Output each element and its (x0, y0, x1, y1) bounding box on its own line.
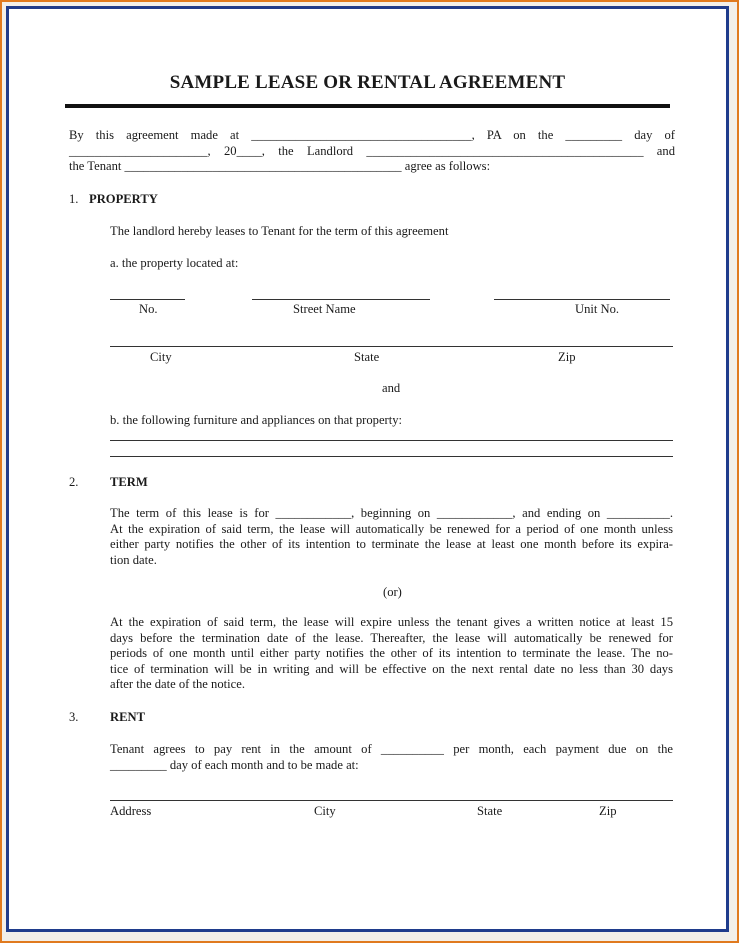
field-line-unit (494, 299, 670, 300)
field-label-state: State (354, 350, 380, 364)
field-label-address: Address (110, 804, 152, 818)
section-2-number: 2. (69, 475, 79, 489)
field-label-street: Street Name (293, 302, 356, 316)
field-label-no: No. (139, 302, 158, 316)
section-3-number: 3. (69, 710, 79, 724)
term-p1-line-3: either party notifies the other of its intention to terminate the lease at least one month before its expira- (110, 537, 673, 551)
document-page (18, 18, 717, 920)
field-label-rent-state: State (477, 804, 503, 818)
section-3-heading: RENT (110, 710, 145, 724)
intro-line-2: ______________________, 20____, the Landlord ____________________________________________ and (69, 143, 675, 158)
term-p1-line-1: The term of this lease is for ____________, beginning on ____________, and ending on __________. (110, 506, 673, 520)
field-label-unit: Unit No. (575, 302, 620, 316)
field-line-city-state-zip (110, 346, 673, 347)
term-p1-line-4: tion date. (110, 552, 157, 567)
field-line-street (252, 299, 430, 300)
term-p2-line-4: tice of termination will be in writing and will be effective on the next rental date no less than 30 days (110, 661, 673, 676)
rent-line-2: _________ day of each month and to be made at: (110, 757, 359, 772)
rent-paragraph (110, 742, 673, 773)
rent-line-1: Tenant agrees to pay rent in the amount of __________ per month, each payment due on the (110, 742, 673, 756)
title-rule (65, 104, 670, 108)
field-line-address (110, 800, 673, 801)
document-title: SAMPLE LEASE OR RENTAL AGREEMENT (169, 72, 566, 93)
term-p2-line-5: after the date of the notice. (110, 677, 245, 691)
item-b-text: b. the following furniture and appliances on that property: (110, 413, 403, 427)
intro-paragraph (69, 128, 675, 175)
field-label-rent-zip: Zip (599, 804, 617, 818)
or-text: (or) (383, 585, 402, 599)
term-p2-line-2: days before the termination date of the lease. Thereafter, the lease will automatically be renewed for (110, 630, 673, 645)
furniture-line-2 (110, 456, 673, 457)
field-line-no (110, 299, 185, 300)
furniture-line-1 (110, 440, 673, 441)
item-a-text: a. the property located at: (110, 256, 239, 270)
intro-line-3: the Tenant ____________________________________________ agree as follows: (69, 159, 491, 173)
section-2-heading: TERM (110, 475, 148, 489)
section-1-heading: PROPERTY (89, 192, 158, 206)
term-p2-line-3: periods of one month until either party notifies the other of its intention to terminate the lease. The no- (110, 646, 673, 660)
field-label-city: City (150, 350, 172, 364)
term-paragraph-2 (110, 615, 673, 693)
field-label-zip: Zip (558, 350, 576, 364)
field-label-rent-city: City (314, 804, 336, 818)
document-frame (6, 6, 729, 932)
intro-line-1: By this agreement made at ___________________________________, PA on the _________ day of (69, 128, 675, 142)
and-text: and (382, 381, 401, 395)
term-paragraph-1 (110, 506, 673, 568)
section-1-number: 1. (69, 192, 79, 206)
term-p2-line-1: At the expiration of said term, the lease will expire unless the tenant gives a written notice at least 15 (110, 615, 673, 629)
property-leases-text: The landlord hereby leases to Tenant for the term of this agreement (110, 224, 449, 238)
term-p1-line-2: At the expiration of said term, the lease will automatically be renewed for a period of one month unless (110, 521, 673, 536)
